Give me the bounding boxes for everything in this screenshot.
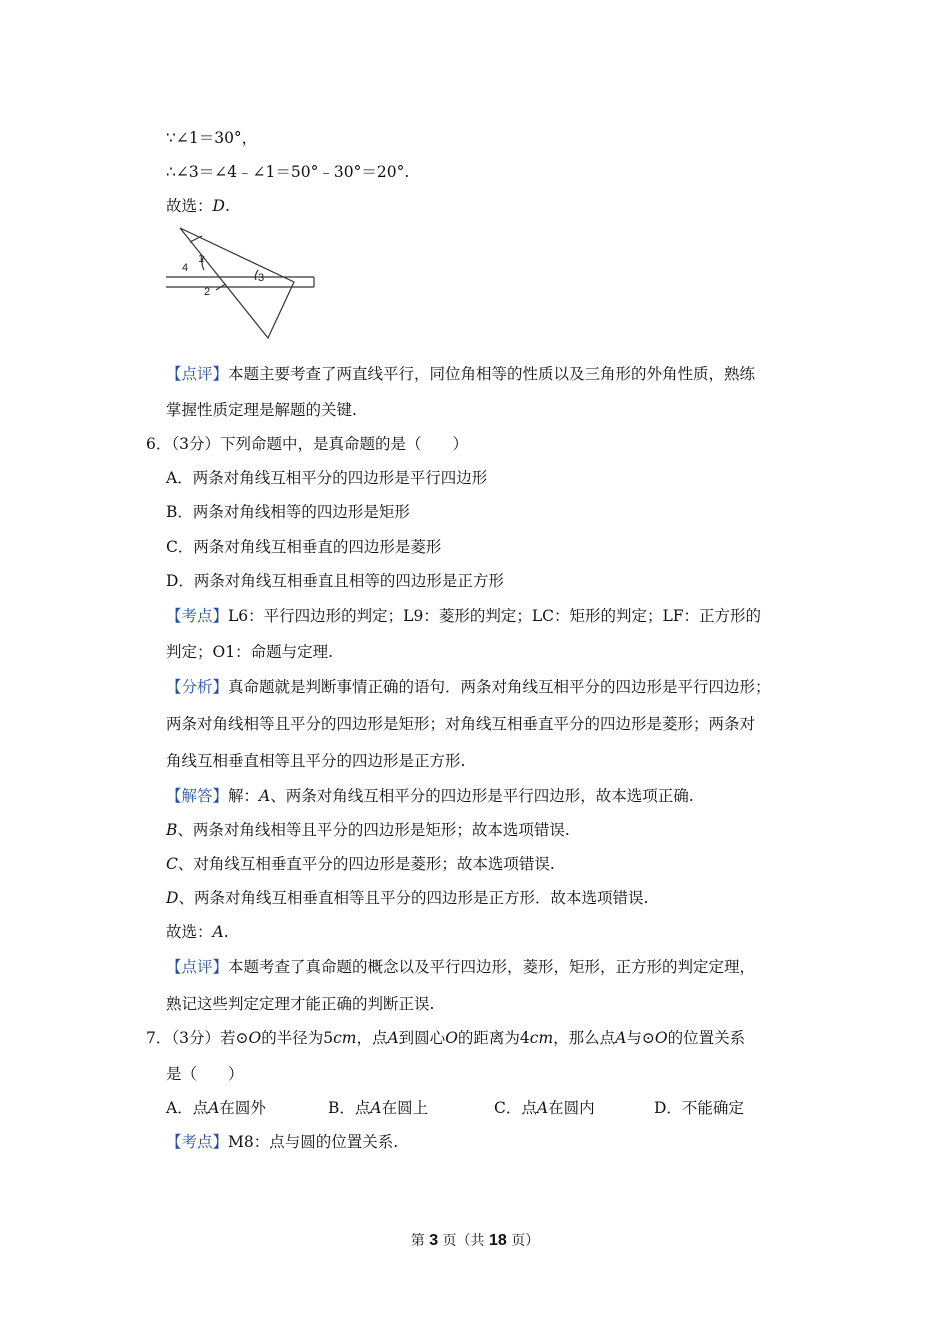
- question-6-point-line1: [166, 606, 761, 626]
- question-6-answer-b: [166, 820, 570, 840]
- stem-var-o: O: [445, 1029, 458, 1047]
- option-suffix: 在圆外: [219, 1099, 266, 1117]
- question-7-stem-line2: 是（ ）: [166, 1065, 244, 1083]
- answer-letter-b: B: [166, 821, 178, 839]
- page-footer: [0, 1230, 950, 1250]
- stem-unit: cm: [529, 1029, 554, 1047]
- stem-part: 的位置关系: [667, 1029, 746, 1047]
- question-6-choice: [166, 922, 229, 942]
- option-prefix: B．点: [328, 1099, 371, 1117]
- answer-prefix: 解：: [228, 787, 260, 805]
- stem-part: 7．（3分）若⊙: [146, 1029, 249, 1047]
- answer-text-a: 、两条对角线互相平分的四边形是平行四边形，故本选项正确.: [270, 787, 694, 805]
- figure-label-4: 4: [182, 262, 189, 274]
- option-var: A: [536, 1099, 549, 1117]
- answer-choice-line: [166, 196, 230, 216]
- question-6-answer-c: [166, 854, 555, 874]
- answer-letter-a: A: [259, 787, 271, 805]
- comment-tag: 【点评】: [166, 365, 229, 383]
- choose-answer: D: [212, 197, 225, 215]
- stem-part: ，点: [356, 1029, 388, 1047]
- question-7-option-b: [328, 1098, 428, 1118]
- therefore-line: ∴∠3＝∠4﹣∠1＝50°﹣30°＝20°.: [166, 163, 410, 181]
- question-6-answer-d: [166, 888, 648, 908]
- question-6-comment-line2: 熟记这些判定定理才能正确的判断正误.: [166, 995, 435, 1013]
- analysis-text: 真命题就是判断事情正确的语句．两条对角线互相平分的四边形是平行四边形；: [228, 678, 771, 696]
- choose-prefix: 故选：: [166, 923, 213, 941]
- choose-prefix: 故选：: [166, 197, 213, 215]
- option-var: A: [370, 1099, 382, 1117]
- comment-tag: 【点评】: [166, 958, 229, 976]
- question-6-comment-line1: [166, 957, 755, 977]
- option-prefix: A．点: [166, 1099, 209, 1117]
- footer-mid: 页（共: [438, 1233, 489, 1249]
- answer-text-d: 、两条对角线互相垂直相等且平分的四边形是正方形．故本选项错误.: [178, 889, 649, 907]
- stem-part: 的半径为5: [261, 1029, 334, 1047]
- stem-unit: cm: [333, 1029, 357, 1047]
- comment-5-line2: 掌握性质定理是解题的关键.: [166, 401, 357, 419]
- question-6-option-a: A．两条对角线互相平分的四边形是平行四边形: [166, 469, 488, 487]
- stem-var-a: A: [387, 1029, 399, 1047]
- option-var: A: [208, 1099, 220, 1117]
- angle-arc-1: [190, 236, 202, 242]
- question-6-analysis-line1: [166, 677, 771, 697]
- option-suffix: 在圆上: [381, 1099, 429, 1117]
- figure-label-2: 2: [204, 286, 211, 298]
- figure-label-1: 1: [198, 253, 205, 265]
- page-number: 3: [429, 1232, 439, 1249]
- stem-part: 的距离为4: [457, 1029, 530, 1047]
- comment-5-line1: [166, 364, 755, 384]
- choose-suffix: .: [223, 923, 229, 941]
- question-7-option-a: [166, 1098, 266, 1118]
- answer-letter-d: D: [166, 889, 179, 907]
- question-6-point-line2: 判定；O1：命题与定理.: [166, 643, 333, 661]
- answer-text-b: 、两条对角线相等且平分的四边形是矩形；故本选项错误.: [177, 821, 570, 839]
- analysis-tag: 【分析】: [166, 678, 229, 696]
- geometry-figure: [164, 222, 319, 346]
- stem-var-o: O: [654, 1029, 668, 1047]
- question-6-analysis-line3: 角线互相垂直相等且平分的四边形是正方形.: [166, 752, 466, 770]
- because-line: ∵∠1＝30°，: [166, 129, 258, 147]
- question-6-option-b: B．两条对角线相等的四边形是矩形: [166, 503, 410, 521]
- answer-letter-c: C: [166, 855, 178, 873]
- stem-part: 到圆心: [398, 1029, 446, 1047]
- question-6-stem: 6．（3分）下列命题中，是真命题的是（ ）: [146, 435, 468, 453]
- question-7-point: [166, 1132, 398, 1152]
- point-tag: 【考点】: [166, 1133, 229, 1151]
- choose-suffix: .: [224, 197, 230, 215]
- triangle: [180, 228, 294, 338]
- point-text: L6：平行四边形的判定；L9：菱形的判定；LC：矩形的判定；LF：正方形的: [228, 607, 762, 625]
- figure-label-3: 3: [258, 272, 265, 284]
- question-6-option-c: C．两条对角线互相垂直的四边形是菱形: [166, 538, 442, 556]
- point-text: M8：点与圆的位置关系.: [228, 1133, 399, 1151]
- comment-text: 本题主要考查了两直线平行，同位角相等的性质以及三角形的外角性质，熟练: [228, 365, 756, 383]
- question-7-stem: [146, 1028, 745, 1048]
- point-tag: 【考点】: [166, 607, 229, 625]
- question-6-option-d: D．两条对角线互相垂直且相等的四边形是正方形: [166, 572, 504, 590]
- comment-text: 本题考查了真命题的概念以及平行四边形，菱形，矩形，正方形的判定定理，: [228, 958, 756, 976]
- stem-part: ，那么点: [553, 1029, 616, 1047]
- question-6-analysis-line2: 两条对角线相等且平分的四边形是矩形；对角线互相垂直平分的四边形是菱形；两条对: [166, 715, 756, 733]
- page-total: 18: [489, 1232, 507, 1249]
- stem-var-a: A: [615, 1029, 627, 1047]
- option-prefix: C．点: [494, 1099, 537, 1117]
- footer-suffix: 页）: [506, 1233, 540, 1249]
- question-7-option-d: D．不能确定: [654, 1099, 744, 1117]
- choose-answer: A: [212, 923, 224, 941]
- question-6-answer-a: [166, 786, 694, 806]
- option-suffix: 在圆内: [548, 1099, 595, 1117]
- stem-var-o: O: [248, 1029, 262, 1047]
- stem-part: 与⊙: [626, 1029, 655, 1047]
- footer-prefix: 第: [410, 1233, 430, 1249]
- question-7-option-c: [494, 1098, 595, 1118]
- answer-tag: 【解答】: [166, 787, 229, 805]
- answer-text-c: 、对角线互相垂直平分的四边形是菱形；故本选项错误.: [177, 855, 555, 873]
